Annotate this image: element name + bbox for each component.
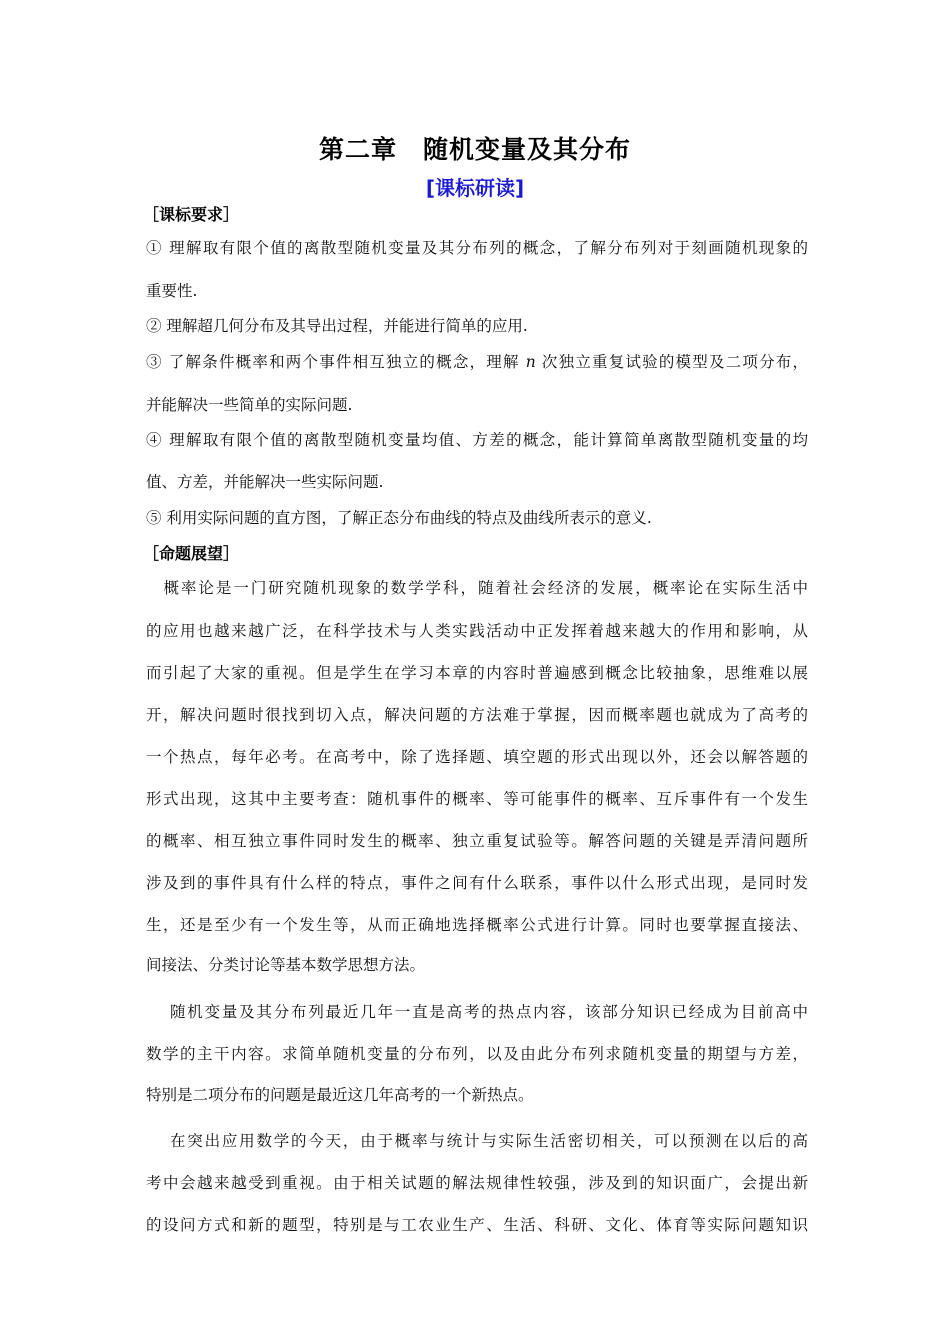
paragraph-1-line: 的应用也越来越广泛，在科学技术与人类实践活动中正发挥着越来越大的作用和影响，从 — [146, 622, 808, 640]
requirement-4-line-2: 值、方差，并能解决一些实际问题. — [146, 473, 384, 491]
variable-n: n — [525, 353, 536, 371]
paragraph-1-line: 涉及到的事件具有什么样的特点，事件之间有什么联系，事件以什么形式出现，是同时发 — [146, 874, 808, 892]
paragraph-1-line: 形式出现，这其中主要考查：随机事件的概率、等可能事件的概率、互斥事件有一个发生 — [146, 790, 808, 808]
paragraph-1-line: 概率论是一门研究随机现象的数学学科，随着社会经济的发展，概率论在实际生活中 — [146, 579, 808, 597]
paragraph-2-line: 随机变量及其分布列最近几年一直是高考的热点内容，该部分知识已经成为目前高中 — [146, 1003, 808, 1021]
paragraph-1-line: 开，解决问题时很找到切入点，解决问题的方法难于掌握，因而概率题也就成为了高考的 — [146, 706, 808, 724]
requirement-1-line-1: ① 理解取有限个值的离散型随机变量及其分布列的概念，了解分布列对于刻画随机现象的 — [146, 239, 808, 257]
requirement-3-text-b: 次独立重复试验的模型及二项分布， — [535, 353, 808, 371]
outlook-heading: ［命题展望］ — [143, 544, 240, 563]
requirement-1-line-2: 重要性. — [146, 282, 198, 300]
requirement-3-line-1 — [146, 350, 808, 372]
requirements-heading: ［课标要求］ — [143, 205, 240, 224]
paragraph-2-line: 特别是二项分布的问题是最近这几年高考的一个新热点。 — [146, 1086, 534, 1104]
paragraph-2-line: 数学的主干内容。求简单随机变量的分布列，以及由此分布列求随机变量的期望与方差， — [146, 1045, 808, 1063]
requirement-3-text-a: ③ 了解条件概率和两个事件相互独立的概念，理解 — [146, 353, 526, 371]
paragraph-3-line: 在突出应用数学的今天，由于概率与统计与实际生活密切相关，可以预测在以后的高 — [146, 1132, 808, 1150]
paragraph-1-line: 间接法、分类讨论等基本数学思想方法。 — [146, 956, 426, 974]
paragraph-3-line: 的设问方式和新的题型，特别是与工农业生产、生活、科研、文化、体育等实际问题知识 — [146, 1216, 808, 1234]
paragraph-1-line: 的概率、相互独立事件同时发生的概率、独立重复试验等。解答问题的关键是弄清问题所 — [146, 832, 808, 850]
paragraph-1-line: 一个热点，每年必考。在高考中，除了选择题、填空题的形式出现以外，还会以解答题的 — [146, 748, 808, 766]
paragraph-1-line: 生，还是至少有一个发生等，从而正确地选择概率公式进行计算。同时也要掌握直接法、 — [146, 916, 808, 934]
requirement-3-line-2: 并能解决一些简单的实际问题. — [146, 396, 353, 414]
requirement-2: ② 理解超几何分布及其导出过程，并能进行简单的应用. — [146, 317, 528, 335]
paragraph-1-line: 而引起了大家的重视。但是学生在学习本章的内容时普遍感到概念比较抽象，思维难以展 — [146, 664, 808, 682]
chapter-title: 第二章 随机变量及其分布 — [318, 135, 631, 164]
paragraph-3-line: 考中会越来越受到重视。由于相关试题的解法规律性较强，涉及到的知识面广，会提出新 — [146, 1174, 808, 1192]
requirement-5: ⑤ 利用实际问题的直方图，了解正态分布曲线的特点及曲线所表示的意义. — [146, 509, 652, 527]
section-subtitle: [课标研读] — [425, 176, 525, 200]
requirement-4-line-1: ④ 理解取有限个值的离散型随机变量均值、方差的概念，能计算简单离散型随机变量的均 — [146, 431, 808, 449]
